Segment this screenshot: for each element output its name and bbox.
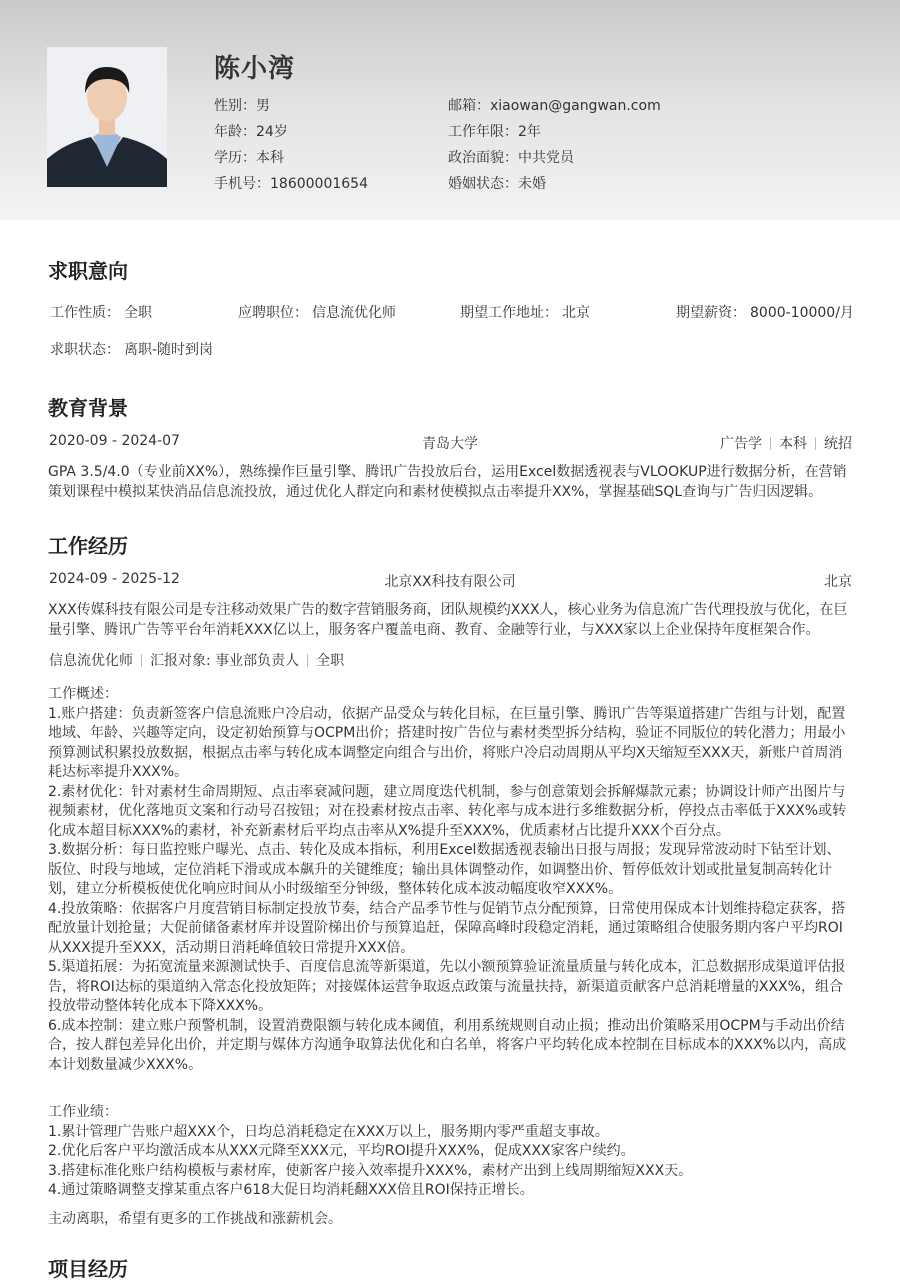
intent-label: 工作性质：: [50, 305, 120, 321]
field-label: 年龄 ：: [214, 124, 256, 140]
education-period: 2020-09 - 2024-07: [49, 433, 180, 449]
results-title: 工作业绩：: [48, 1104, 118, 1120]
tag-report-to: 汇报对象: 事业部负责人: [150, 653, 300, 669]
work-results: [48, 1103, 853, 1201]
profile-header: [0, 0, 900, 220]
company-intro: XXX传媒科技有限公司是专注移动效果广告的数字营销服务商，团队规模约XXX人，核心业务为信息流广告代理投放与优化，在巨量引擎、腾讯广告等平台年消耗XXX亿以上，服务客户覆盖电商、教育、金融等行业，与XXX家以上企业保持年度框架合作。: [48, 602, 848, 638]
field-value: 本科: [256, 150, 284, 166]
field-label: 学历 ：: [214, 150, 256, 166]
intent-value: 全职: [124, 305, 152, 321]
intent-value: 北京: [562, 305, 590, 321]
education-tags: [720, 433, 852, 453]
work-overview: [48, 685, 853, 1075]
field-value: 中共党员: [518, 150, 574, 166]
intent-item-status: [50, 339, 213, 359]
intent-item-position: [238, 302, 396, 322]
intent-item-type: [50, 302, 152, 322]
intent-value: 信息流优化师: [312, 305, 396, 321]
overview-item: 2.素材优化：针对素材生命周期短、点击率衰减问题，建立周度迭代机制，参与创意策划会拆解爆款元素；协调设计师产出图片与视频素材，优化落地页文案和行动号召按钮；对在投素材按点击率、转化率与成本进行多维数据分析，停投点击率低于XXX%或转化成本超目标XXX%的素材，补充新素材后平均点击率从X%提升至XXX%，优质素材占比提升XXX个百分点。: [48, 783, 847, 839]
education-school: 青岛大学: [422, 436, 478, 452]
intent-value: 离职-随时到岗: [124, 342, 214, 358]
portrait-image: [47, 47, 167, 187]
education-header-row: [48, 433, 852, 453]
intent-label: 应聘职位：: [238, 305, 308, 321]
education-description: GPA 3.5/4.0（专业前XX%），熟练操作巨量引擎、腾讯广告投放后台，运用Excel数据透视表与VLOOKUP进行数据分析，在营销策划课程中模拟某快消品信息流投放，通过优化人群定向和素材使模拟点击率提升XX%，掌握基础SQL查询与广告归因逻辑。: [48, 464, 847, 500]
tag-degree: 本科: [779, 436, 807, 452]
field-label: 手机号 ：: [214, 176, 270, 192]
political-field: [448, 147, 574, 167]
overview-title: 工作概述：: [48, 686, 118, 702]
intent-item-salary: [676, 302, 854, 322]
overview-item: 4.投放策略：依据客户月度营销目标制定投放节奏，结合产品季节性与促销节点分配预算，日常使用保成本计划维持稳定获客，搭配放量计划抢量；大促前储备素材库并设置阶梯出价与预算追赶，保障高峰时段稳定消耗，通过策略组合使服务期内客户平均ROI从XXX提升至XXX，活动期日消耗峰值较日常提升XXX倍。: [48, 900, 846, 956]
tag-enrollment: 统招: [824, 436, 852, 452]
section-title-intent: 求职意向: [48, 259, 128, 283]
tag-type: 全职: [316, 653, 345, 669]
results-item: 2.优化后客户平均激活成本从XXX元降至XXX元，平均ROI提升XXX%，促成XXX家客户续约。: [48, 1143, 635, 1159]
field-label: 工作年限 ：: [448, 124, 518, 140]
field-label: 政治面貌 ：: [448, 150, 518, 166]
intent-item-location: [460, 302, 590, 322]
section-title-work: 工作经历: [48, 534, 128, 558]
intent-value: 8000-10000/月: [750, 305, 854, 321]
tag-major: 广告学: [720, 436, 762, 452]
overview-item: 3.数据分析：每日监控账户曝光、点击、转化及成本指标，利用Excel数据透视表输出日报与周报；发现异常波动时下钻至计划、版位、时段与地域，定位消耗下滑或成本飙升的关键维度；输出具体调整动作，如调整出价、暂停低效计划或批量复制高转化计划，建立分析模板使优化响应时间从小时级缩至分钟级，整体转化成本波动幅度收窄XXX%。: [48, 842, 841, 897]
work-tags: [49, 650, 344, 670]
profile-photo: [47, 47, 167, 187]
overview-item: 5.渠道拓展：为拓宽流量来源测试快手、百度信息流等新渠道，先以小额预算验证流量质量与转化成本，汇总数据形成渠道评估报告，将ROI达标的渠道纳入常态化投放矩阵；对接媒体运营争取返点政策与流量扶持，新渠道贡献客户总消耗增量的XXX%，组合投放带动整体转化成本下降XXX%。: [48, 959, 846, 1014]
work-period: 2024-09 - 2025-12: [49, 571, 180, 587]
field-value: xiaowan@gangwan.com: [490, 98, 661, 114]
field-value: 24岁: [256, 124, 288, 140]
results-item: 1.累计管理广告账户超XXX个，日均总消耗稳定在XXX万以上，服务期内零严重超支事故。: [48, 1123, 609, 1140]
field-label: 婚姻状态 ：: [448, 176, 518, 192]
overview-item: 1.账户搭建：负责新签客户信息流账户冷启动，依据产品受众与转化目标，在巨量引擎、腾讯广告等渠道搭建广告组与计划，配置地域、年龄、兴趣等定向，设定初始预算与OCPM出价；搭建时按广告位与素材类型拆分结构，验证不同版位的转化潜力；用最小预算测试积累投放数据，根据点击率与转化成本调整定向组合与出价，将账户冷启动周期从平均X天缩短至XXX天，新账户首周消耗达标率提升XXX%。: [48, 705, 846, 780]
field-value: 未婚: [518, 176, 546, 192]
gender-field: [214, 95, 270, 115]
field-value: 2年: [518, 124, 541, 140]
intent-label: 求职状态：: [50, 342, 120, 358]
work-city: 北京: [824, 574, 852, 590]
field-label: 性别 ：: [214, 98, 256, 114]
field-value: 18600001654: [270, 176, 368, 192]
marital-field: [448, 173, 546, 193]
results-item: 4.通过策略调整支撑某重点客户618大促日均消耗翻XXX倍且ROI保持正增长。: [48, 1182, 534, 1198]
work-company: 北京XX科技有限公司: [384, 574, 516, 590]
field-value: 男: [256, 98, 270, 114]
results-item: 3.搭建标准化账户结构模板与素材库，使新客户接入效率提升XXX%，素材产出到上线周期缩短XXX天。: [48, 1162, 693, 1179]
overview-item: 6.成本控制：建立账户预警机制，设置消费限额与转化成本阈值，利用系统规则自动止损；推动出价策略采用OCPM与手动出价结合，按人群包差异化出价，并定期与媒体方沟通争取算法优化和白名单，将客户平均转化成本控制在目标成本的XXX%以内，高成本计划数量减少XXX%。: [48, 1017, 847, 1073]
email-field: [448, 95, 661, 115]
section-title-education: 教育背景: [48, 396, 128, 420]
candidate-name: 陈小湾: [214, 54, 296, 84]
intent-label: 期望薪资：: [676, 305, 746, 321]
age-field: [214, 121, 288, 141]
section-title-project: 项目经历: [48, 1257, 128, 1281]
work-years-field: [448, 121, 541, 141]
field-label: 邮箱 ：: [448, 98, 490, 114]
work-header-row: [48, 571, 852, 591]
leave-reason: 主动离职，希望有更多的工作挑战和涨薪机会。: [48, 1211, 342, 1227]
tag-role: 信息流优化师: [49, 653, 133, 669]
phone-field: [214, 173, 368, 193]
education-field: [214, 147, 284, 167]
intent-label: 期望工作地址：: [460, 305, 558, 321]
